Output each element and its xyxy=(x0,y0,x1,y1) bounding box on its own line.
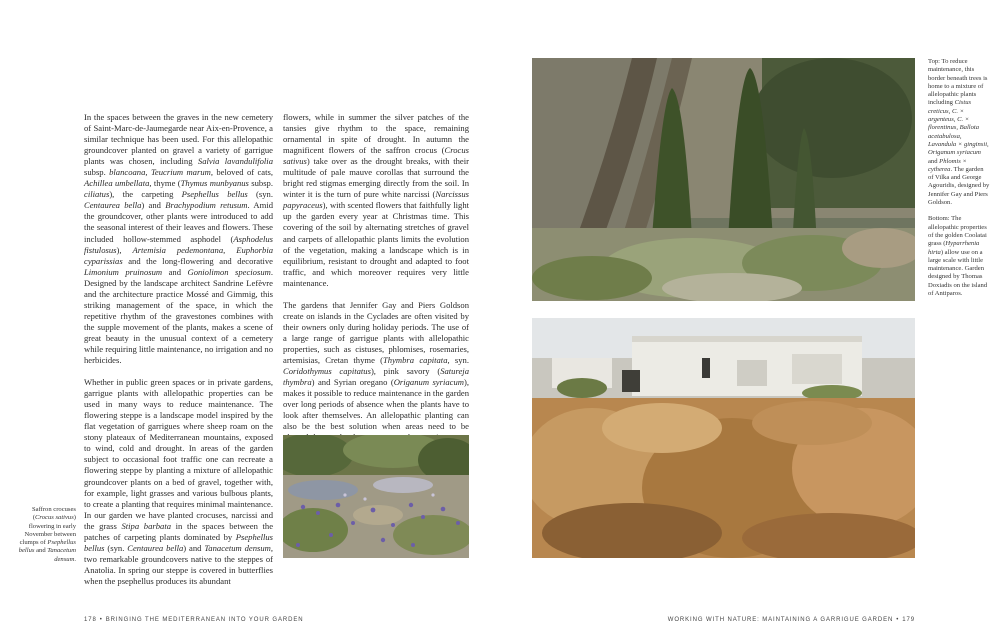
body-column-left xyxy=(84,112,273,598)
paragraph-cemetery: In the spaces between the graves in the new cemetery of Saint-Marc-de-Jaumegarde near Aix-en-Provence, a similar technique has been used. For this allelopathic groundcover planted on gravel a variety of garrigue plants was chosen, including Salvia lavandulifolia subsp. blancoana, Teucrium marum, beloved of cats, Achillea umbellata, thyme (Thymus munbyanus subsp. ciliatus), the carpeting Psephellus bellus (syn. Centaurea bella) and Brachypodium retusum. Amid the groundcover, other plants were introduced to add the seasonal interest of their leaves and flowers. These included hollow-stemmed asphodel (Asphodelus fistulosus), Artemisia pedemontana, Euphorbia cyparissias and the long-flowering and decorative Limonium pruinosum and Goniolimon speciosum. Designed by the landscape architect Sandrine Lefèvre and the architecture practice Mossé and Gimmig, this striking management of the space, in which the repetitive rhythm of the gravestones combines with the supple movement of the plants, makes a scene of great beauty in the unusual context of a cemetery while requiring little maintenance, no irrigation and no herbicides. xyxy=(84,112,274,366)
page-number-left: 178 xyxy=(84,617,97,623)
caption-top-photo: Top: To reduce maintenance, this border beneath trees is home to a mixture of allelopathic plants including Cistus creticus, C. × argenteus, C. × florentinus, Ballota acetabulosa, Lavandula × ginginsii, Origanum syriacum and Phlomis × cytherea. The garden of Vilka and George Agouridis, designed by Jennifer Gay and Piers Goldson. xyxy=(928,58,990,207)
body-column-right xyxy=(283,112,469,465)
caption-saffron-crocus: Saffron crocuses (Crocus sativus) flowering in early November between clumps of Psephellus bellus and Tanacetum densum. xyxy=(18,506,76,563)
caption-bottom-photo: Bottom: The allelopathic properties of the golden Coolatai grass (Hyparrhenia hirta) allow use on a large scale with little maintenance. Garden designed by Thomas Doxiadis on the island of Antiparos. xyxy=(928,215,988,298)
photo-house-grasses xyxy=(532,318,915,558)
running-title-left: BRINGING THE MEDITERRANEAN INTO YOUR GARDEN xyxy=(105,617,304,623)
footer-left xyxy=(84,617,303,623)
footer-right xyxy=(668,617,915,623)
photo-tree-border xyxy=(532,58,915,301)
caption-right-column xyxy=(928,58,990,306)
footer-separator: • xyxy=(99,617,103,623)
paragraph-cyclades: The gardens that Jennifer Gay and Piers Goldson create on islands in the Cyclades are often visited by their owners only during holiday periods. The use of a large range of garrigue plants with allelopathic properties, such as cistuses, phlomises, rosemaries, artemisias, Cretan thyme (Thymbra capitata, syn. Coridothymus capitatus), pink savory (Satureja thymbra) and Syrian oregano (Origanum syriacum), makes it possible to reduce maintenance in the garden over long periods of absence when the plants have to look after themselves. An allelopathic planting can also be the best solution when areas need to be xyxy=(283,299,469,432)
footer-separator: • xyxy=(896,617,900,623)
page-number-right: 179 xyxy=(902,617,915,623)
photo-crocus-steppe xyxy=(283,435,469,558)
paragraph-flowering-steppe: Whether in public green spaces or in private gardens, garrigue plants with allelopathic properties can be used in many ways to reduce maintenance. The flowering steppe is a landscape model inspired by the flat vegetation of garrigues where sheep roam on the stony plateaux of Mediterranean mountains, exposed to wind, cold and drought. In areas of the garden subject to occasional foot traffic one can recreate a flowering steppe by planting a mixture of allelopathic groundcover plants on a bed of gravel, together with, for example, light grasses and various bulbous plants, to create a planting that requires minimal maintenance. In our garden we have planted crocuses, narcissi and the grass Stipa barbata in the spaces between the patches of carpeting plants dominated by Psephellus bellus (syn. Centaurea bella) and Tanacetum densum, two remarkable groundcovers native to the steppes of Anatolia. In spring our steppe is covered in butterflies when the psephellus produces its abundant xyxy=(84,377,274,586)
running-title-right: WORKING WITH NATURE: MAINTAINING A GARRIGUE GARDEN xyxy=(667,617,894,623)
paragraph-seasons: flowers, while in summer the silver patches of the tansies give rhythm to the space, remaining ornamental in spite of drought. In autumn the magnificent flowers of the saffron crocus (Crocus sativus) take over as the drought breaks, with their multitude of pale mauve corollas that surround the bright red stigmas emerging directly from the soil. In winter it is the turn of pure white narcissi (Narcissus papyraceus), with scented flowers that faithfully light up the garden every year at Christmas time. This covering of the soil by alternating stretches of gravel and carpets of allelopathic plants limits the evolution of the vegetation, making a landscape which is in equilibrium, resistant to drought and adapted to foot traffic, and which moreover requires very little maintenance. xyxy=(283,112,469,288)
